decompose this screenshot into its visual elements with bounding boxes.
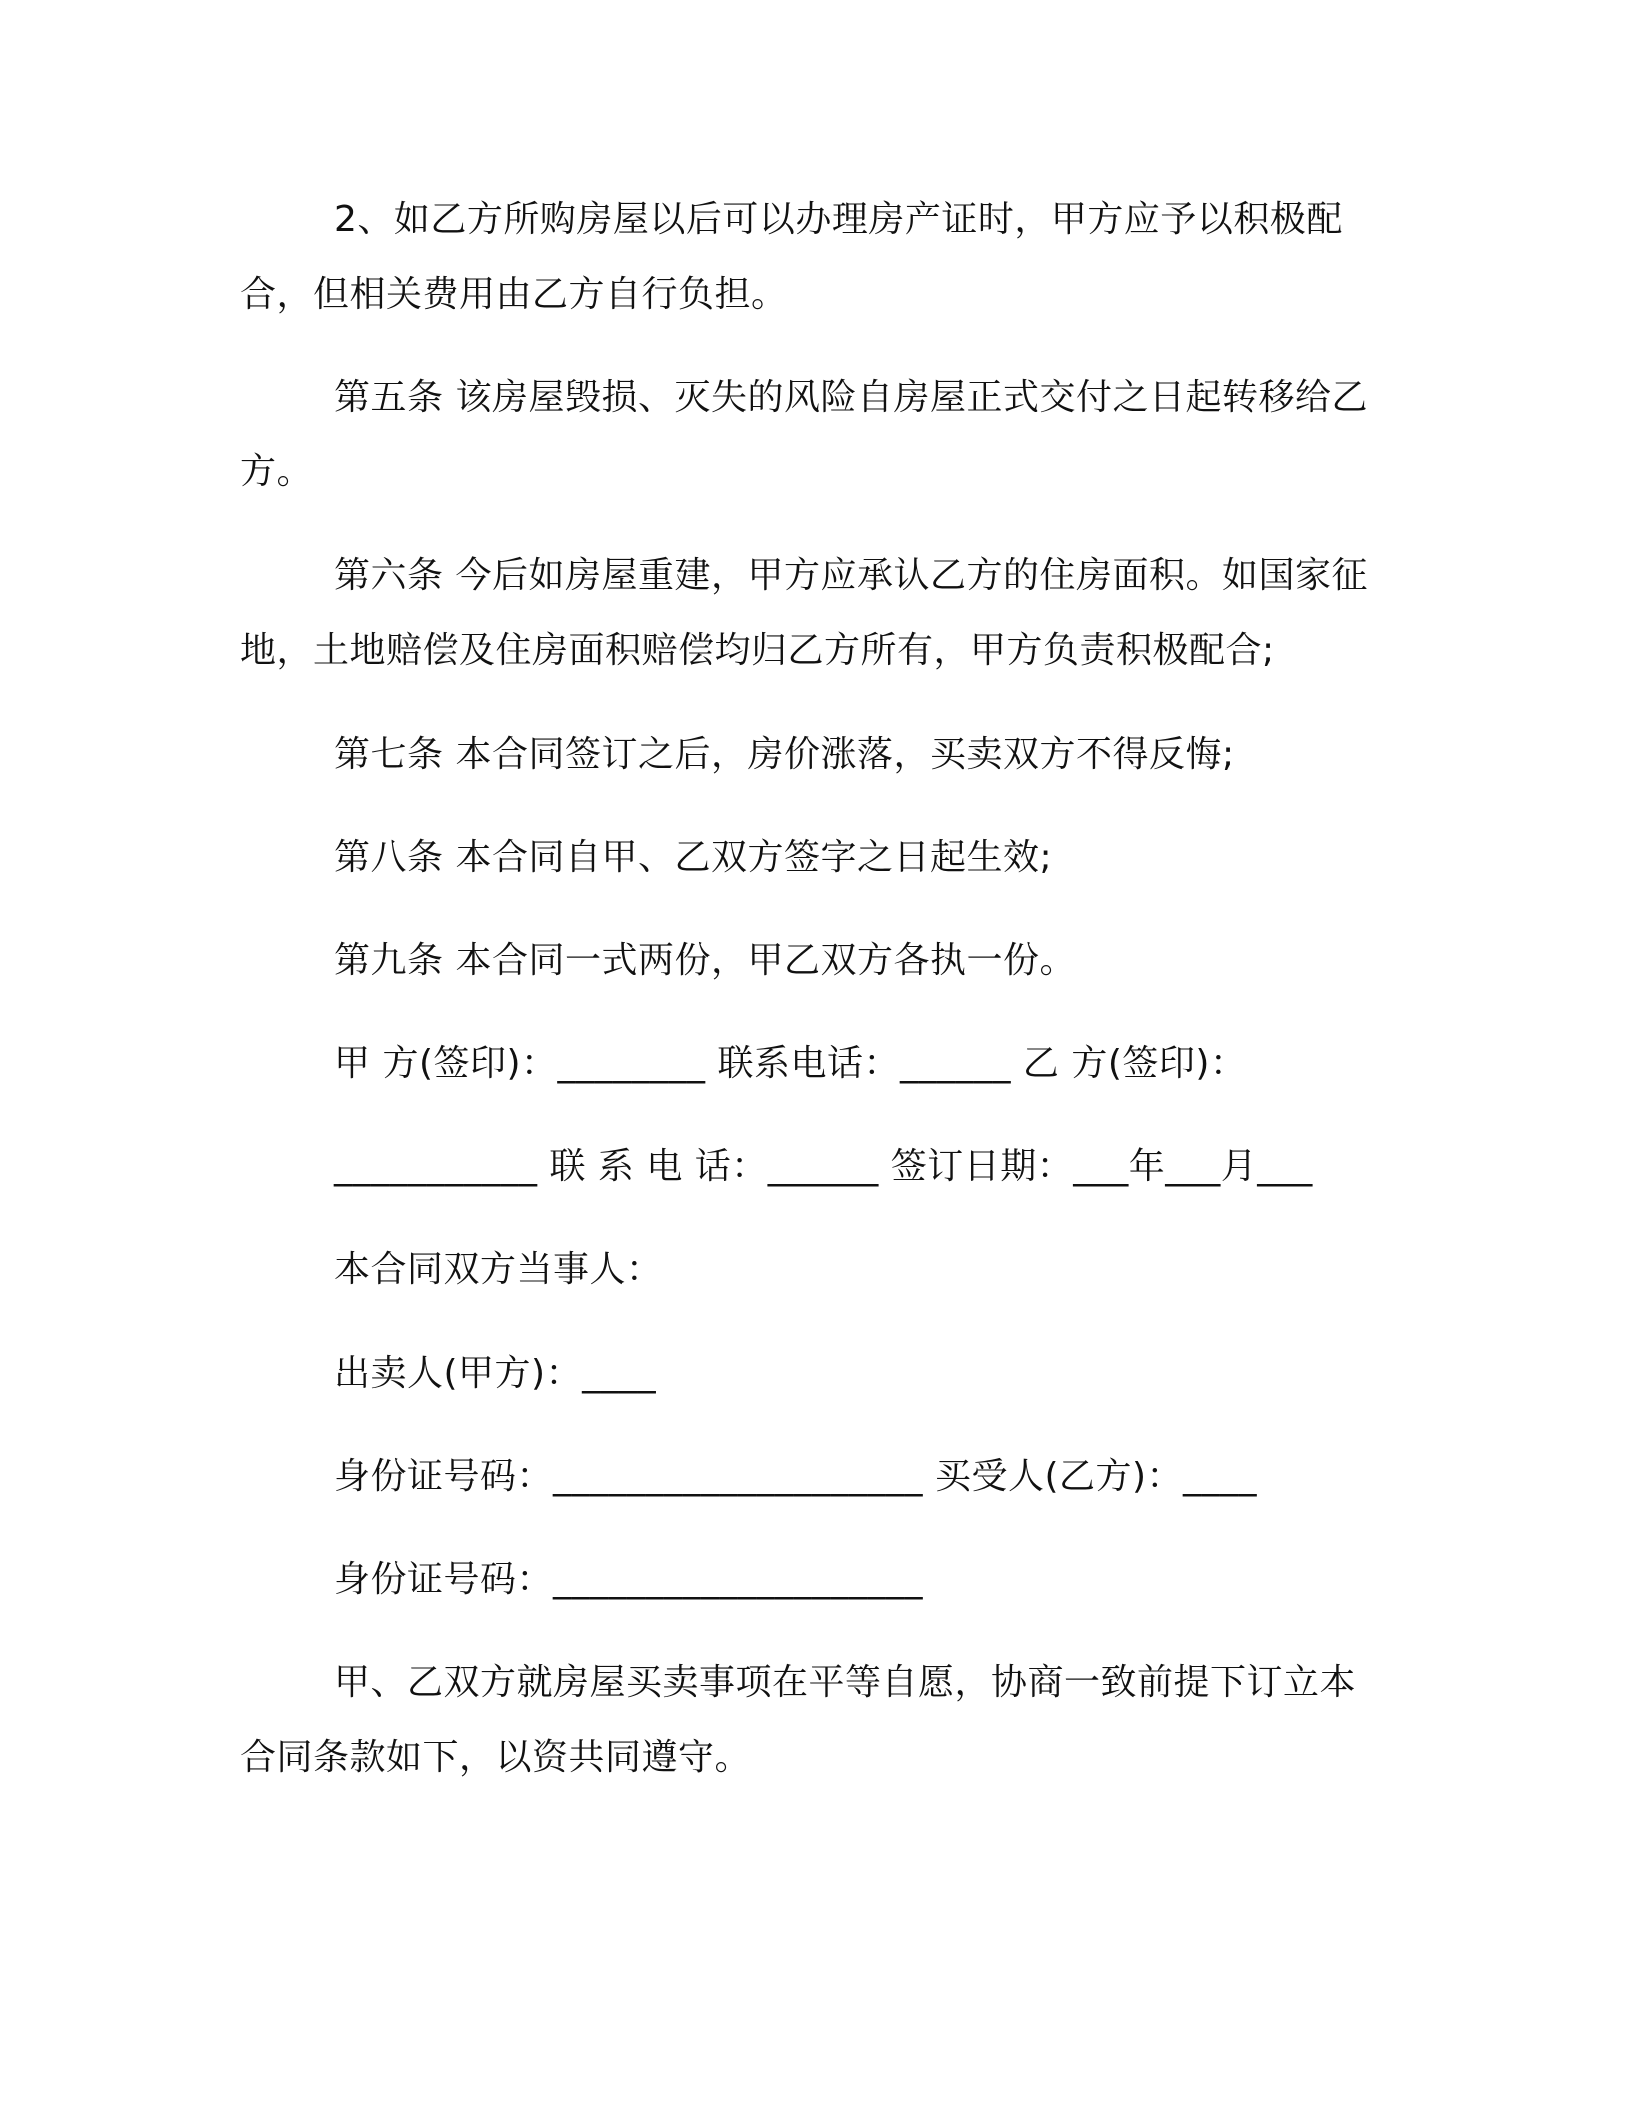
signature-line-1: 甲 方(签印)：________ 联系电话：______ 乙 方(签印)： [334, 1043, 1247, 1084]
article-6-line-1: 第六条 今后如房屋重建，甲方应承认乙方的住房面积。如国家征 [334, 555, 1368, 596]
article-9: 第九条 本合同一式两份，甲乙双方各执一份。 [334, 940, 1076, 981]
parties-heading: 本合同双方当事人： [334, 1249, 663, 1290]
article-5-line-2: 方。 [240, 451, 314, 492]
closing-line-2: 合同条款如下，以资共同遵守。 [240, 1737, 752, 1778]
seller-id-buyer-line: 身份证号码：____________________ 买受人(乙方)：____ [334, 1456, 1258, 1497]
article-5-line-1: 第五条 该房屋毁损、灭失的风险自房屋正式交付之日起转移给乙 [334, 377, 1368, 418]
article-8: 第八条 本合同自甲、乙双方签字之日起生效; [334, 837, 1053, 878]
closing-line-1: 甲、乙双方就房屋买卖事项在平等自愿，协商一致前提下订立本 [334, 1662, 1357, 1703]
article-7: 第七条 本合同签订之后，房价涨落，买卖双方不得反悔; [334, 734, 1235, 775]
clause-2-line-2: 合，但相关费用由乙方自行负担。 [240, 274, 788, 315]
seller-line: 出卖人(甲方)：____ [334, 1353, 657, 1394]
clause-2-line-1: 2、如乙方所购房屋以后可以办理房产证时，甲方应予以积极配 [334, 199, 1343, 240]
article-6-line-2: 地，土地赔偿及住房面积赔偿均归乙方所有，甲方负责积极配合; [240, 630, 1275, 671]
signature-line-2: ___________ 联 系 电 话：______ 签订日期：___年___月___ [334, 1146, 1313, 1187]
buyer-id-line: 身份证号码：____________________ [334, 1559, 924, 1600]
